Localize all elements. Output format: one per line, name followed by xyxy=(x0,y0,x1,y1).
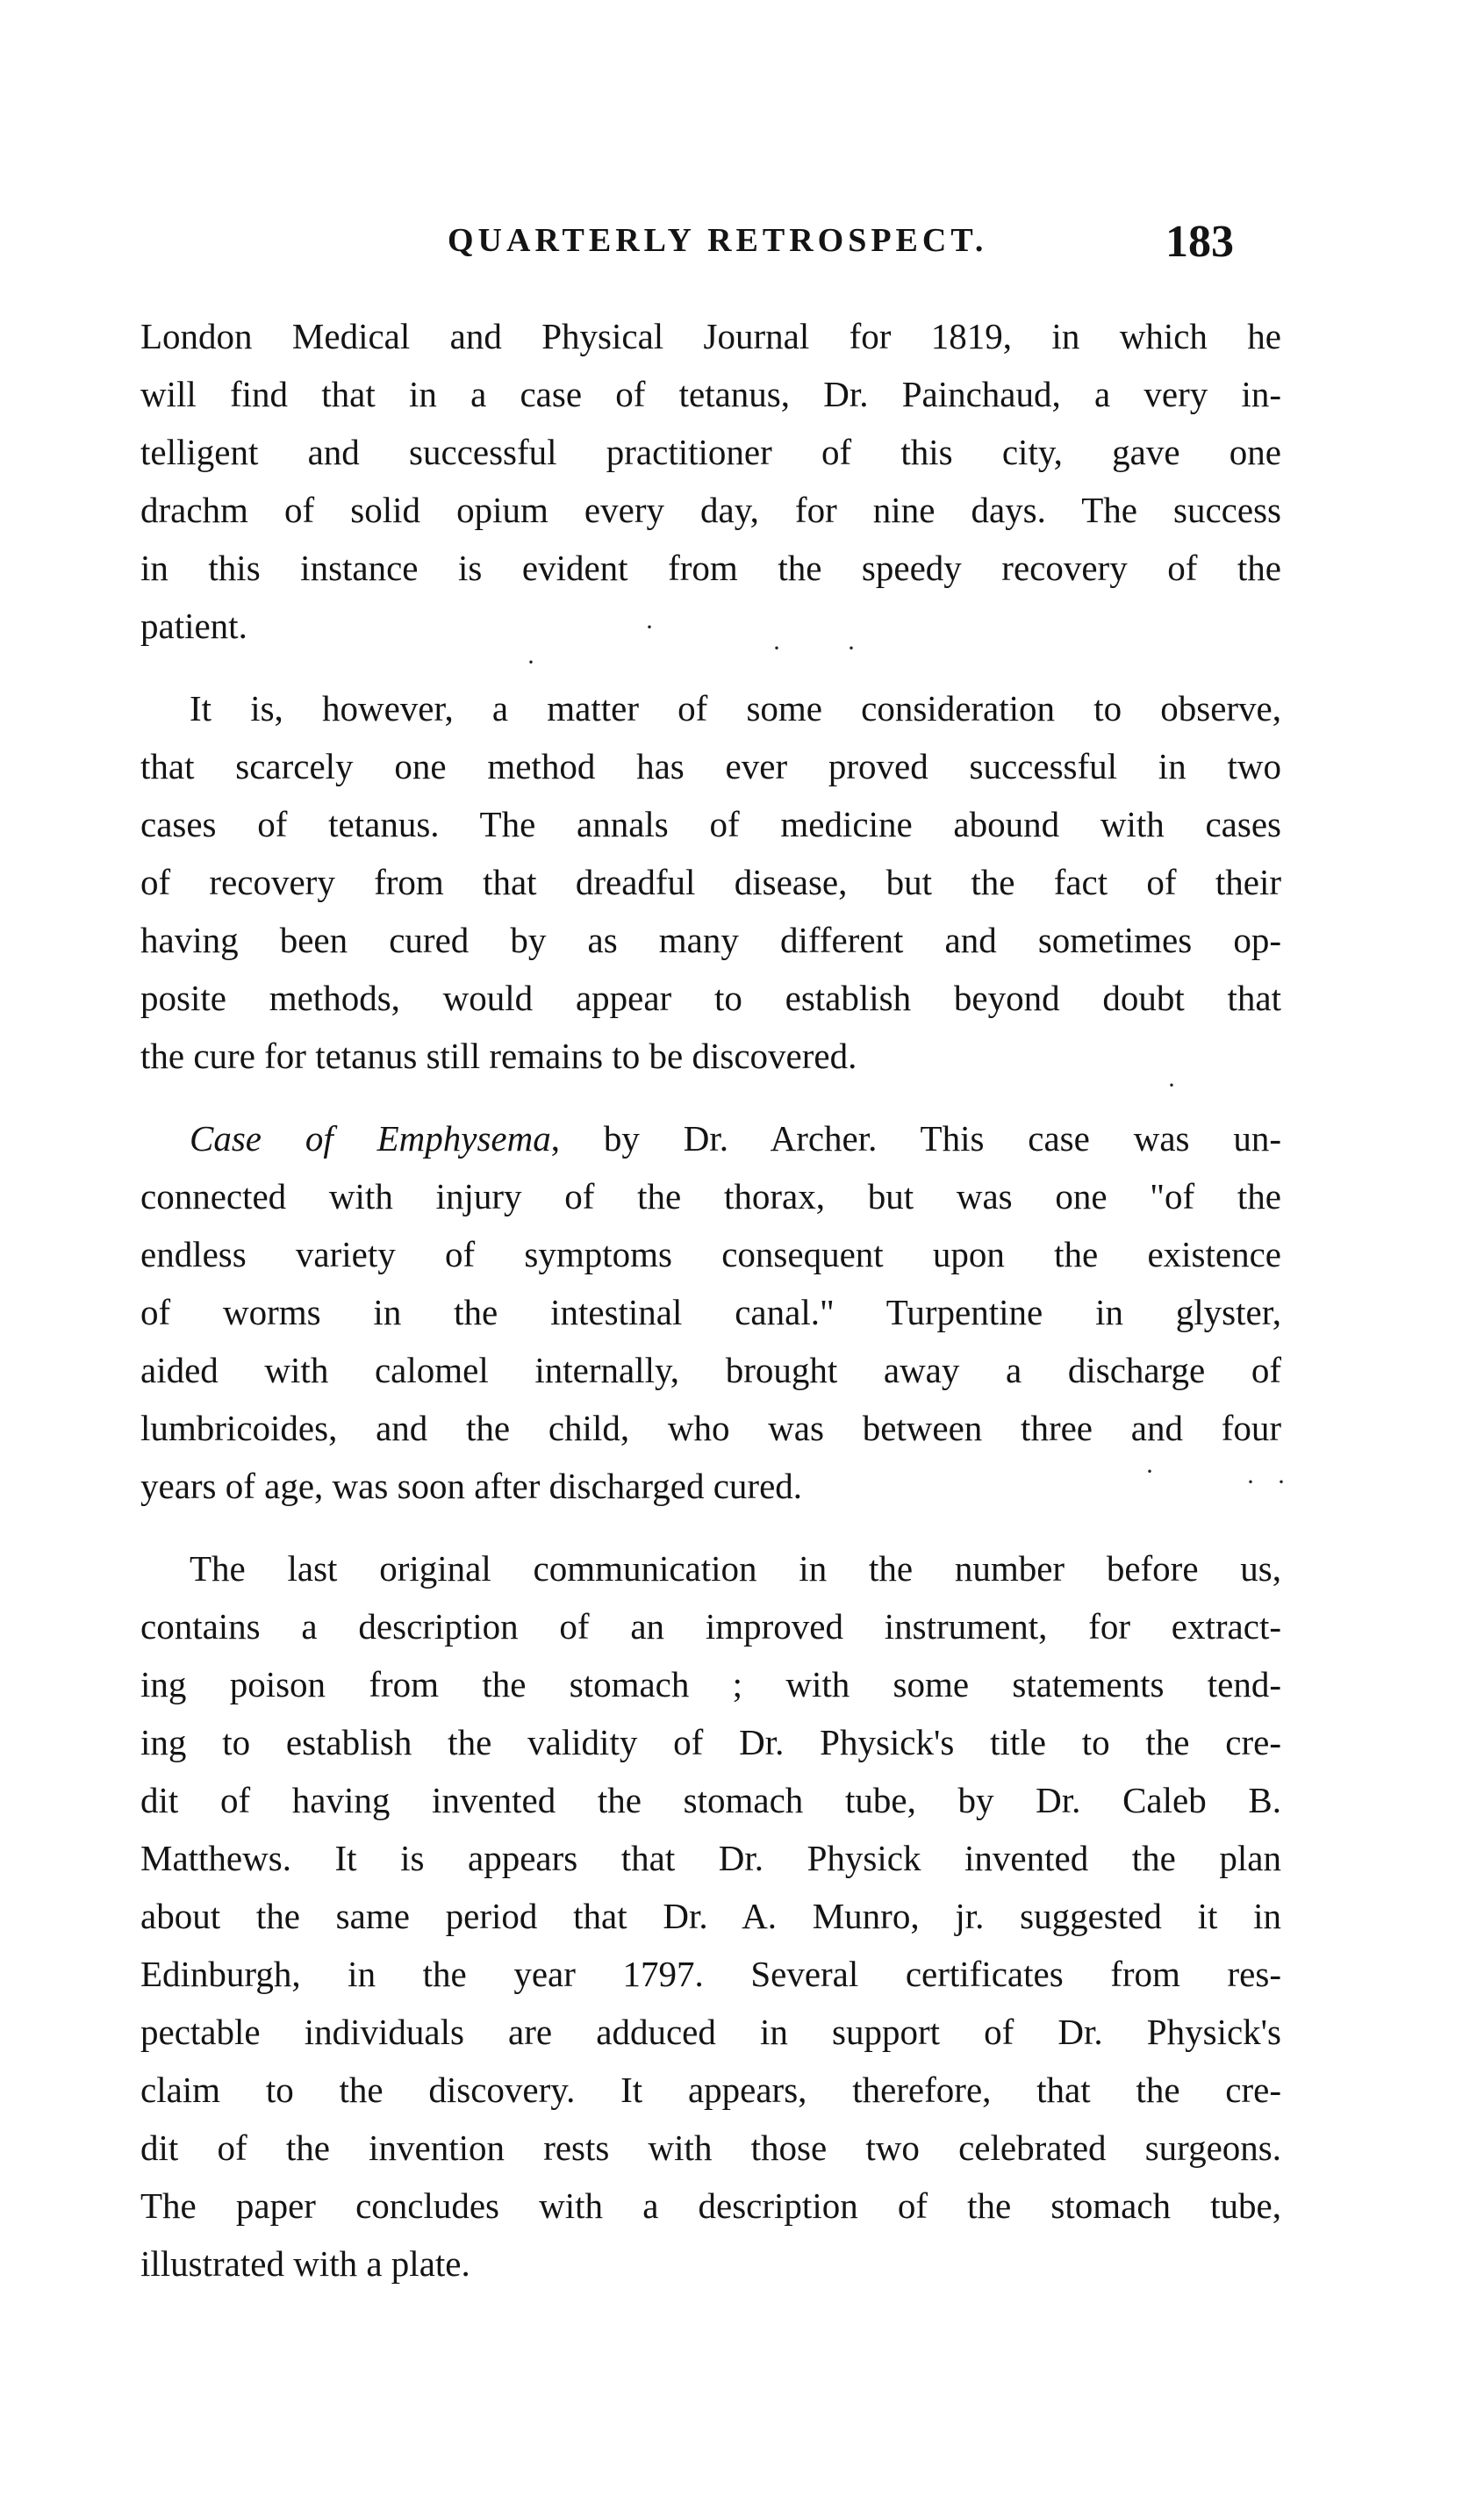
text-line: endless variety of symptoms consequent upon the existence xyxy=(140,1234,1281,1274)
text-line: in this instance is evident from the speedy recovery of the xyxy=(140,548,1281,588)
scan-speck: · xyxy=(772,634,781,663)
text-line: contains a description of an improved instrument, for extract- xyxy=(140,1606,1281,1647)
text-line: The paper concludes with a description of the stomach tube, xyxy=(140,2185,1281,2226)
text-line: connected with injury of the thorax, but was one "of the xyxy=(140,1176,1281,1216)
text-line: will find that in a case of tetanus, Dr. Painchaud, a very in- xyxy=(140,374,1281,414)
text-line: dit of the invention rests with those two celebrated surgeons. xyxy=(140,2127,1281,2168)
paragraph-4 xyxy=(140,1539,1281,2293)
text-line: years of age, was soon after discharged cured. xyxy=(140,1466,803,1506)
text-line: having been cured by as many different and sometimes op- xyxy=(140,920,1281,960)
paragraph-1 xyxy=(140,307,1281,655)
paragraph-3 xyxy=(140,1109,1281,1515)
text-line: of worms in the intestinal canal." Turpentine in glyster, xyxy=(140,1292,1281,1332)
text-line: about the same period that Dr. A. Munro, jr. suggested it in xyxy=(140,1896,1281,1936)
text-line: lumbricoides, and the child, who was between three and four xyxy=(140,1408,1281,1448)
text-line: cases of tetanus. The annals of medicine abound with cases xyxy=(140,804,1281,844)
text-line: patient. xyxy=(140,606,247,646)
scan-speck: · xyxy=(1246,1467,1255,1496)
text-line: of recovery from that dreadful disease, but the fact of their xyxy=(140,862,1281,902)
text-line: aided with calomel internally, brought away a discharge of xyxy=(140,1350,1281,1390)
text-line: posite methods, would appear to establish beyond doubt that xyxy=(140,978,1281,1018)
scan-speck: · xyxy=(527,648,535,677)
text-line: that scarcely one method has ever proved successful in two xyxy=(140,746,1281,786)
paragraph-2 xyxy=(140,679,1281,1085)
scan-speck: · xyxy=(645,613,654,642)
text-line: telligent and successful practitioner of this city, gave one xyxy=(140,432,1281,472)
text-line: It is, however, a matter of some consideration to observe, xyxy=(190,688,1281,728)
text-line: the cure for tetanus still remains to be discovered. xyxy=(140,1036,857,1076)
running-title: QUARTERLY RETROSPECT. xyxy=(448,222,988,259)
text-line: pectable individuals are adduced in support of Dr. Physick's xyxy=(140,2012,1281,2052)
text-line: London Medical and Physical Journal for 1819, in which he xyxy=(140,316,1281,356)
page-number: 183 xyxy=(1165,217,1234,267)
text-line: ing to establish the validity of Dr. Physick's title to the cre- xyxy=(140,1722,1281,1762)
scan-speck: · xyxy=(847,634,856,663)
scan-speck: · xyxy=(1145,1457,1154,1486)
text-line: drachm of solid opium every day, for nine days. The success xyxy=(140,490,1281,530)
text-line: illustrated with a plate. xyxy=(140,2243,470,2284)
text-line: ing poison from the stomach ; with some statements tend- xyxy=(140,1664,1281,1704)
text-line: Edinburgh, in the year 1797. Several certificates from res- xyxy=(140,1954,1281,1994)
scan-speck: · xyxy=(1167,1071,1176,1100)
text-line: claim to the discovery. It appears, therefore, that the cre- xyxy=(140,2070,1281,2110)
text-line: Matthews. It is appears that Dr. Physick invented the plan xyxy=(140,1838,1281,1878)
body-text xyxy=(140,307,1281,2317)
text-line: Case of Emphysema, by Dr. Archer. This case was un- xyxy=(190,1118,1281,1159)
text-line: The last original communication in the number before us, xyxy=(190,1548,1281,1589)
scan-speck: · xyxy=(1277,1467,1286,1496)
text-line: dit of having invented the stomach tube, by Dr. Caleb B. xyxy=(140,1780,1281,1820)
running-head xyxy=(140,217,1281,274)
